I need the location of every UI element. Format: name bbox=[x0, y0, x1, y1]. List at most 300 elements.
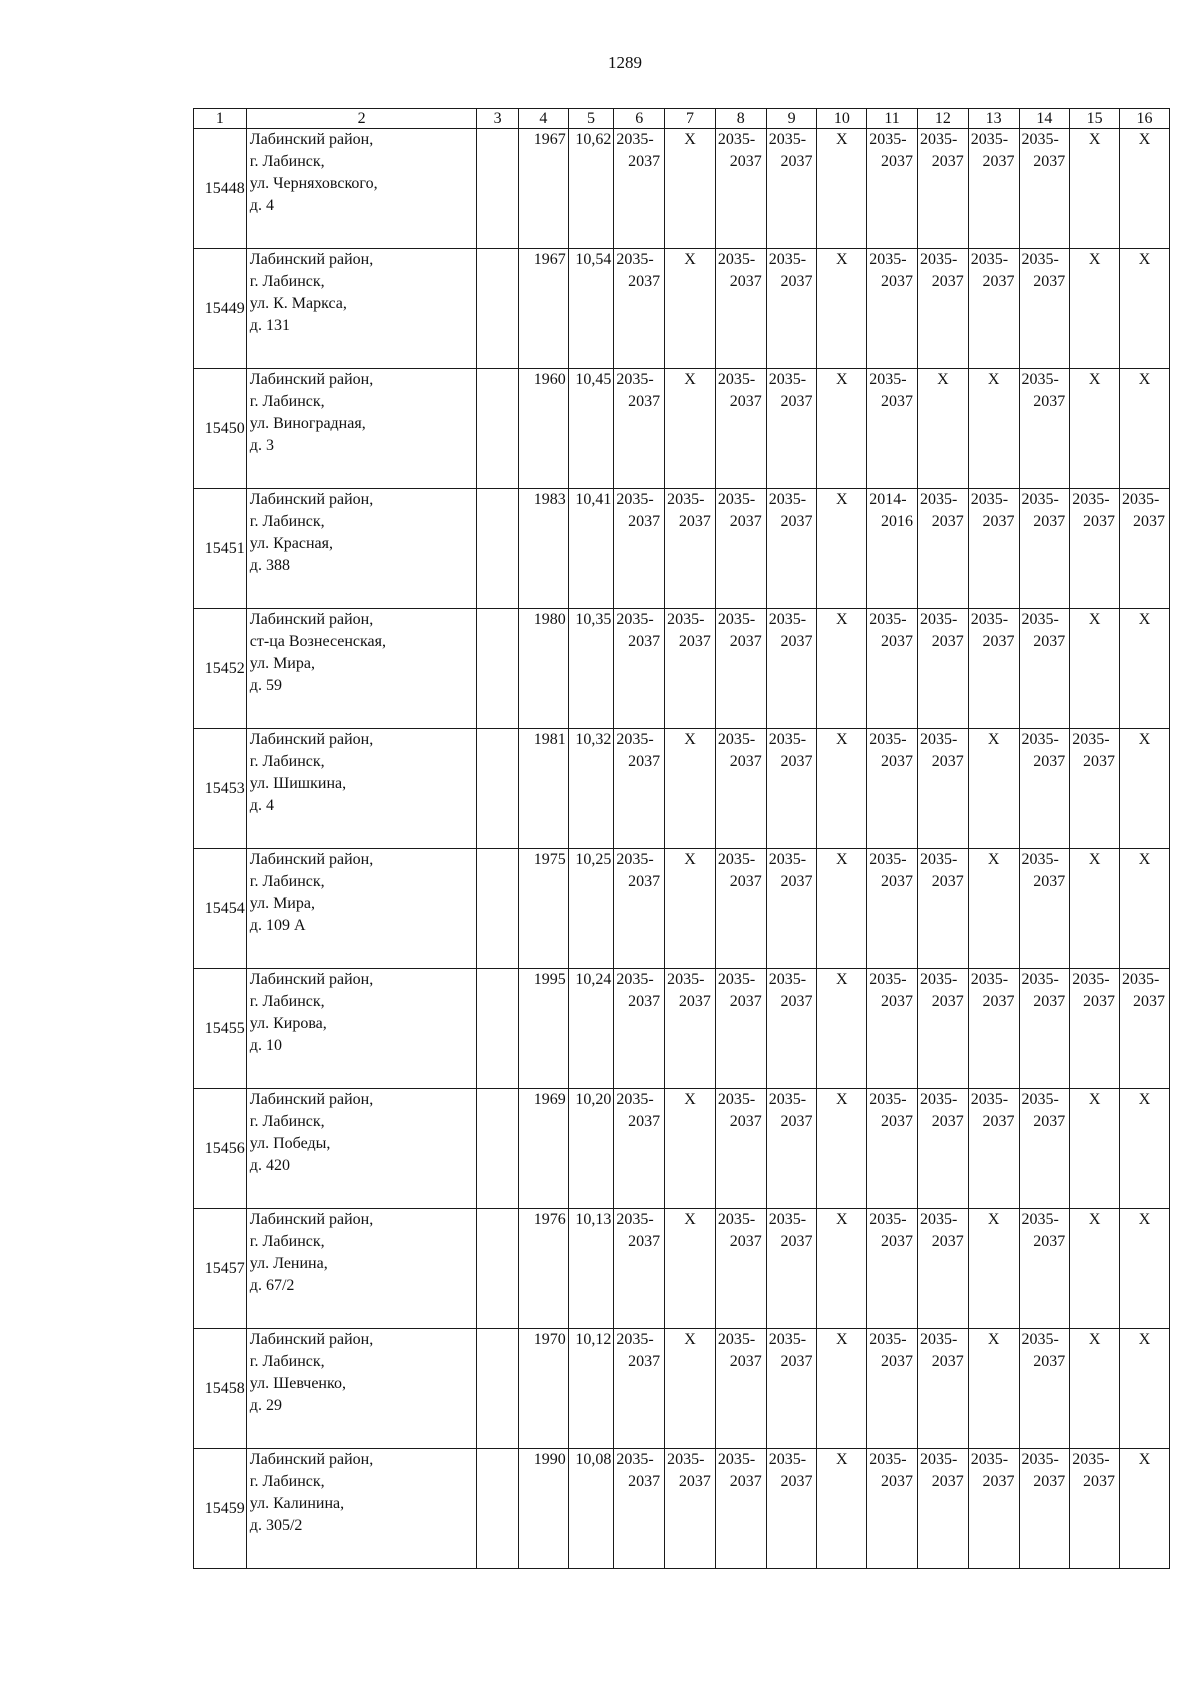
period-cell-col-14 bbox=[1019, 1329, 1070, 1449]
period-start: 2035- bbox=[919, 1451, 958, 1468]
address-line: ул. Калинина, bbox=[249, 1495, 345, 1512]
period-end: 2037 bbox=[931, 1233, 964, 1250]
row-number: 15459 bbox=[194, 1449, 247, 1569]
address-line: ул. Шевченко, bbox=[249, 1375, 346, 1392]
address-line: Лабинский район, bbox=[249, 491, 374, 508]
period-cell-col-16 bbox=[1120, 1089, 1170, 1209]
period-start: X bbox=[836, 611, 848, 628]
period-cell-col-15 bbox=[1070, 609, 1120, 729]
period-start: 2035- bbox=[616, 851, 654, 868]
address-cell bbox=[246, 969, 477, 1089]
period-end: 2037 bbox=[1033, 1473, 1066, 1490]
period-start: 2035- bbox=[667, 491, 705, 508]
column-header-8: 8 bbox=[715, 109, 766, 129]
period-cell-col-11 bbox=[867, 489, 918, 609]
period-start: 2035- bbox=[717, 1451, 756, 1468]
period-cell-col-14 bbox=[1019, 129, 1070, 249]
period-cell-col-8 bbox=[715, 1089, 766, 1209]
address-cell bbox=[246, 609, 477, 729]
table-row bbox=[194, 369, 1170, 489]
period-cell-col-12 bbox=[917, 1449, 968, 1569]
period-cell-col-6 bbox=[614, 849, 665, 969]
period-cell-col-10 bbox=[817, 969, 867, 1089]
period-end: 2037 bbox=[729, 393, 762, 410]
period-cell-col-7 bbox=[665, 249, 716, 369]
table-row bbox=[194, 129, 1170, 249]
period-start: 2035- bbox=[970, 1451, 1009, 1468]
period-start: X bbox=[1088, 1091, 1101, 1108]
period-start: 2035- bbox=[869, 731, 907, 748]
period-start: X bbox=[684, 1091, 696, 1108]
period-end: 2037 bbox=[628, 1473, 661, 1490]
period-end: 2037 bbox=[780, 153, 813, 170]
table-body bbox=[194, 129, 1170, 1569]
period-cell-col-12 bbox=[917, 1089, 968, 1209]
period-end: 2037 bbox=[931, 993, 964, 1010]
period-start: 2035- bbox=[616, 1331, 654, 1348]
period-end: 2037 bbox=[931, 1473, 964, 1490]
period-start: 2035- bbox=[616, 371, 654, 388]
period-start: 2035- bbox=[717, 1331, 756, 1348]
period-end: 2037 bbox=[931, 1113, 964, 1130]
address-line: д. 420 bbox=[249, 1157, 290, 1174]
address-line: г. Лабинск, bbox=[249, 153, 325, 170]
period-start: 2035- bbox=[1021, 611, 1059, 628]
period-cell-col-9 bbox=[766, 729, 817, 849]
period-start: X bbox=[836, 371, 848, 388]
period-cell-col-6 bbox=[614, 1449, 665, 1569]
period-cell-col-13 bbox=[968, 609, 1019, 729]
period-end: 2037 bbox=[729, 1353, 762, 1370]
period-end: 2037 bbox=[1133, 993, 1165, 1010]
period-start: X bbox=[1138, 251, 1151, 268]
period-start: 2035- bbox=[919, 611, 958, 628]
period-end: 2037 bbox=[628, 513, 661, 530]
period-end: 2037 bbox=[1033, 513, 1066, 530]
period-cell-col-7 bbox=[665, 849, 716, 969]
period-start: 2035- bbox=[1072, 491, 1110, 508]
row-number: 15451 bbox=[194, 489, 247, 609]
period-cell-col-13 bbox=[968, 849, 1019, 969]
address-line: г. Лабинск, bbox=[249, 1353, 325, 1370]
period-cell-col-11 bbox=[867, 729, 918, 849]
period-start: 2035- bbox=[919, 1211, 958, 1228]
address-cell bbox=[246, 1329, 477, 1449]
period-cell-col-16 bbox=[1120, 249, 1170, 369]
period-start: X bbox=[684, 1211, 696, 1228]
row-number: 15454 bbox=[194, 849, 247, 969]
period-start: 2035- bbox=[768, 251, 807, 268]
period-start: 2035- bbox=[717, 251, 756, 268]
period-cell-col-8 bbox=[715, 849, 766, 969]
address-line: ул. Мира, bbox=[249, 655, 315, 672]
period-start: 2035- bbox=[869, 1451, 907, 1468]
period-end: 2037 bbox=[880, 1233, 913, 1250]
period-start: 2035- bbox=[616, 131, 654, 148]
column-header-5: 5 bbox=[568, 109, 614, 129]
period-cell-col-15 bbox=[1070, 369, 1120, 489]
address-line: Лабинский район, bbox=[249, 1211, 374, 1228]
address-cell bbox=[246, 729, 477, 849]
column-3-cell bbox=[477, 1449, 519, 1569]
period-start: X bbox=[836, 251, 848, 268]
period-cell-col-13 bbox=[968, 1449, 1019, 1569]
period-cell-col-9 bbox=[766, 1089, 817, 1209]
period-end: 2037 bbox=[628, 1353, 661, 1370]
period-cell-col-14 bbox=[1019, 969, 1070, 1089]
row-number: 15458 bbox=[194, 1329, 247, 1449]
year-cell: 1967 bbox=[518, 129, 568, 249]
period-end: 2037 bbox=[1083, 1473, 1116, 1490]
period-end: 2037 bbox=[729, 153, 762, 170]
period-cell-col-12 bbox=[917, 609, 968, 729]
address-cell bbox=[246, 369, 477, 489]
period-cell-col-10 bbox=[817, 489, 867, 609]
period-start: 2035- bbox=[919, 971, 958, 988]
year-cell: 1983 bbox=[518, 489, 568, 609]
period-cell-col-8 bbox=[715, 1209, 766, 1329]
period-cell-col-6 bbox=[614, 609, 665, 729]
period-end: 2037 bbox=[678, 993, 711, 1010]
period-end: 2037 bbox=[780, 1233, 813, 1250]
table-row bbox=[194, 609, 1170, 729]
period-end: 2037 bbox=[880, 873, 913, 890]
period-start: 2035- bbox=[970, 251, 1009, 268]
period-start: X bbox=[1088, 251, 1101, 268]
period-start: X bbox=[684, 251, 696, 268]
period-cell-col-6 bbox=[614, 729, 665, 849]
period-end: 2037 bbox=[1083, 993, 1116, 1010]
period-start: X bbox=[684, 731, 696, 748]
address-line: д. 131 bbox=[249, 317, 290, 334]
column-3-cell bbox=[477, 969, 519, 1089]
period-start: 2035- bbox=[919, 731, 958, 748]
address-cell bbox=[246, 489, 477, 609]
address-line: г. Лабинск, bbox=[249, 873, 325, 890]
area-cell: 10,12 bbox=[568, 1329, 614, 1449]
period-end: 2037 bbox=[1083, 753, 1116, 770]
period-cell-col-11 bbox=[867, 609, 918, 729]
period-start: 2035- bbox=[717, 131, 756, 148]
period-cell-col-13 bbox=[968, 1329, 1019, 1449]
period-start: X bbox=[1138, 1091, 1151, 1108]
period-end: 2037 bbox=[931, 1353, 964, 1370]
address-line: г. Лабинск, bbox=[249, 753, 325, 770]
period-cell-col-8 bbox=[715, 489, 766, 609]
period-start: 2035- bbox=[768, 971, 807, 988]
period-start: 2035- bbox=[1072, 1451, 1110, 1468]
period-end: 2037 bbox=[628, 153, 661, 170]
row-number: 15449 bbox=[194, 249, 247, 369]
address-line: д. 3 bbox=[249, 437, 274, 454]
table-row bbox=[194, 729, 1170, 849]
year-cell: 1990 bbox=[518, 1449, 568, 1569]
period-end: 2037 bbox=[880, 153, 913, 170]
column-3-cell bbox=[477, 369, 519, 489]
period-cell-col-16 bbox=[1120, 1329, 1170, 1449]
period-end: 2037 bbox=[931, 273, 964, 290]
period-cell-col-14 bbox=[1019, 1209, 1070, 1329]
year-cell: 1981 bbox=[518, 729, 568, 849]
period-end: 2037 bbox=[982, 273, 1015, 290]
period-start: 2035- bbox=[717, 1091, 756, 1108]
period-end: 2037 bbox=[1133, 513, 1165, 530]
period-end: 2037 bbox=[931, 513, 964, 530]
period-start: 2035- bbox=[1021, 1451, 1059, 1468]
period-cell-col-7 bbox=[665, 369, 716, 489]
period-start: 2035- bbox=[616, 1451, 654, 1468]
period-cell-col-15 bbox=[1070, 729, 1120, 849]
period-cell-col-13 bbox=[968, 729, 1019, 849]
period-cell-col-14 bbox=[1019, 849, 1070, 969]
period-end: 2016 bbox=[880, 513, 913, 530]
period-cell-col-7 bbox=[665, 609, 716, 729]
period-cell-col-6 bbox=[614, 249, 665, 369]
period-end: 2037 bbox=[678, 1473, 711, 1490]
year-cell: 1980 bbox=[518, 609, 568, 729]
period-start: 2035- bbox=[616, 251, 654, 268]
period-cell-col-10 bbox=[817, 609, 867, 729]
period-start: 2035- bbox=[768, 1091, 807, 1108]
period-start: 2035- bbox=[919, 1091, 958, 1108]
period-start: X bbox=[684, 851, 696, 868]
period-cell-col-15 bbox=[1070, 489, 1120, 609]
period-start: 2035- bbox=[1021, 371, 1059, 388]
period-end: 2037 bbox=[628, 393, 661, 410]
period-cell-col-7 bbox=[665, 1089, 716, 1209]
period-end: 2037 bbox=[729, 873, 762, 890]
period-cell-col-8 bbox=[715, 729, 766, 849]
column-3-cell bbox=[477, 489, 519, 609]
period-start: 2035- bbox=[1021, 851, 1059, 868]
period-start: 2035- bbox=[869, 1091, 907, 1108]
address-line: д. 4 bbox=[249, 197, 274, 214]
period-cell-col-14 bbox=[1019, 489, 1070, 609]
period-cell-col-10 bbox=[817, 1209, 867, 1329]
period-cell-col-8 bbox=[715, 609, 766, 729]
period-cell-col-12 bbox=[917, 849, 968, 969]
period-cell-col-11 bbox=[867, 1209, 918, 1329]
period-start: X bbox=[987, 371, 1000, 388]
year-cell: 1975 bbox=[518, 849, 568, 969]
table-row bbox=[194, 1209, 1170, 1329]
period-start: X bbox=[836, 1091, 848, 1108]
period-start: 2035- bbox=[667, 1451, 705, 1468]
period-start: 2035- bbox=[768, 611, 807, 628]
table-row bbox=[194, 1089, 1170, 1209]
column-header-16: 16 bbox=[1120, 109, 1170, 129]
period-end: 2037 bbox=[780, 633, 813, 650]
period-start: 2014- bbox=[869, 491, 907, 508]
period-start: 2035- bbox=[616, 611, 654, 628]
period-end: 2037 bbox=[628, 873, 661, 890]
period-start: X bbox=[987, 1331, 1000, 1348]
period-cell-col-16 bbox=[1120, 1209, 1170, 1329]
address-cell bbox=[246, 129, 477, 249]
address-line: д. 67/2 bbox=[249, 1277, 295, 1294]
period-start: X bbox=[836, 731, 848, 748]
period-cell-col-14 bbox=[1019, 1089, 1070, 1209]
period-cell-col-8 bbox=[715, 369, 766, 489]
period-start: 2035- bbox=[616, 1211, 654, 1228]
period-cell-col-7 bbox=[665, 129, 716, 249]
address-line: Лабинский район, bbox=[249, 1451, 374, 1468]
period-end: 2037 bbox=[729, 753, 762, 770]
period-cell-col-15 bbox=[1070, 1449, 1120, 1569]
period-start: X bbox=[836, 1331, 848, 1348]
period-end: 2037 bbox=[628, 273, 661, 290]
period-start: 2035- bbox=[919, 851, 958, 868]
address-line: д. 4 bbox=[249, 797, 274, 814]
period-end: 2037 bbox=[729, 1113, 762, 1130]
period-start: X bbox=[836, 491, 848, 508]
period-cell-col-13 bbox=[968, 1209, 1019, 1329]
period-start: X bbox=[1138, 611, 1151, 628]
period-cell-col-12 bbox=[917, 129, 968, 249]
period-end: 2037 bbox=[880, 1113, 913, 1130]
period-start: 2035- bbox=[616, 731, 654, 748]
column-header-3: 3 bbox=[477, 109, 519, 129]
table-row bbox=[194, 1329, 1170, 1449]
period-start: 2035- bbox=[616, 1091, 654, 1108]
period-start: X bbox=[1138, 1331, 1151, 1348]
address-line: г. Лабинск, bbox=[249, 393, 325, 410]
address-line: ул. Черняховского, bbox=[249, 175, 378, 192]
period-cell-col-9 bbox=[766, 609, 817, 729]
period-cell-col-10 bbox=[817, 249, 867, 369]
period-cell-col-14 bbox=[1019, 249, 1070, 369]
period-start: X bbox=[987, 1211, 1000, 1228]
period-start: 2035- bbox=[970, 131, 1009, 148]
year-cell: 1970 bbox=[518, 1329, 568, 1449]
period-end: 2037 bbox=[982, 1473, 1015, 1490]
period-cell-col-10 bbox=[817, 1089, 867, 1209]
period-end: 2037 bbox=[1033, 153, 1066, 170]
period-cell-col-8 bbox=[715, 1449, 766, 1569]
period-start: 2035- bbox=[1021, 131, 1059, 148]
address-cell bbox=[246, 1209, 477, 1329]
period-start: X bbox=[1088, 1211, 1101, 1228]
address-line: ул. Красная, bbox=[249, 535, 333, 552]
address-line: Лабинский район, bbox=[249, 851, 374, 868]
period-end: 2037 bbox=[880, 273, 913, 290]
period-start: 2035- bbox=[869, 611, 907, 628]
address-line: д. 10 bbox=[249, 1037, 282, 1054]
period-end: 2037 bbox=[678, 513, 711, 530]
address-line: Лабинский район, bbox=[249, 731, 374, 748]
period-cell-col-16 bbox=[1120, 969, 1170, 1089]
header-row bbox=[194, 109, 1170, 129]
column-header-12: 12 bbox=[917, 109, 968, 129]
period-cell-col-14 bbox=[1019, 729, 1070, 849]
period-start: 2035- bbox=[768, 1331, 807, 1348]
period-cell-col-15 bbox=[1070, 249, 1120, 369]
table-row bbox=[194, 849, 1170, 969]
period-cell-col-14 bbox=[1019, 1449, 1070, 1569]
period-start: 2035- bbox=[1021, 971, 1059, 988]
column-3-cell bbox=[477, 1089, 519, 1209]
period-end: 2037 bbox=[628, 753, 661, 770]
period-end: 2037 bbox=[780, 1353, 813, 1370]
column-header-9: 9 bbox=[766, 109, 817, 129]
period-cell-col-8 bbox=[715, 129, 766, 249]
address-line: Лабинский район, bbox=[249, 1331, 374, 1348]
period-start: 2035- bbox=[717, 1211, 756, 1228]
period-start: 2035- bbox=[717, 371, 756, 388]
period-start: 2035- bbox=[1122, 971, 1160, 988]
period-cell-col-15 bbox=[1070, 969, 1120, 1089]
period-start: 2035- bbox=[970, 611, 1009, 628]
address-line: д. 388 bbox=[249, 557, 290, 574]
area-cell: 10,45 bbox=[568, 369, 614, 489]
year-cell: 1960 bbox=[518, 369, 568, 489]
period-end: 2037 bbox=[931, 753, 964, 770]
period-end: 2037 bbox=[931, 873, 964, 890]
period-start: X bbox=[1088, 371, 1101, 388]
row-number: 15448 bbox=[194, 129, 247, 249]
period-start: X bbox=[987, 851, 1000, 868]
period-cell-col-11 bbox=[867, 1449, 918, 1569]
address-line: д. 59 bbox=[249, 677, 282, 694]
address-line: Лабинский район, bbox=[249, 371, 374, 388]
period-cell-col-11 bbox=[867, 849, 918, 969]
period-start: 2035- bbox=[1021, 1091, 1059, 1108]
address-line: г. Лабинск, bbox=[249, 1473, 325, 1490]
area-cell: 10,25 bbox=[568, 849, 614, 969]
period-cell-col-11 bbox=[867, 969, 918, 1089]
area-cell: 10,35 bbox=[568, 609, 614, 729]
column-3-cell bbox=[477, 129, 519, 249]
period-end: 2037 bbox=[880, 393, 913, 410]
period-end: 2037 bbox=[628, 633, 661, 650]
column-3-cell bbox=[477, 609, 519, 729]
period-end: 2037 bbox=[780, 993, 813, 1010]
period-start: 2035- bbox=[717, 971, 756, 988]
period-start: X bbox=[836, 851, 848, 868]
period-end: 2037 bbox=[1033, 1233, 1066, 1250]
period-end: 2037 bbox=[982, 1113, 1015, 1130]
period-end: 2037 bbox=[1033, 1353, 1066, 1370]
period-start: 2035- bbox=[1072, 731, 1110, 748]
period-cell-col-12 bbox=[917, 369, 968, 489]
period-start: 2035- bbox=[768, 1451, 807, 1468]
period-cell-col-13 bbox=[968, 369, 1019, 489]
column-3-cell bbox=[477, 249, 519, 369]
period-cell-col-7 bbox=[665, 1209, 716, 1329]
address-line: Лабинский район, bbox=[249, 131, 374, 148]
address-line: г. Лабинск, bbox=[249, 513, 325, 530]
period-start: 2035- bbox=[768, 131, 807, 148]
period-cell-col-12 bbox=[917, 249, 968, 369]
period-start: 2035- bbox=[869, 371, 907, 388]
period-start: 2035- bbox=[970, 971, 1009, 988]
address-line: Лабинский район, bbox=[249, 1091, 374, 1108]
period-end: 2037 bbox=[880, 993, 913, 1010]
area-cell: 10,62 bbox=[568, 129, 614, 249]
period-cell-col-10 bbox=[817, 129, 867, 249]
period-end: 2037 bbox=[880, 633, 913, 650]
period-start: 2035- bbox=[869, 851, 907, 868]
period-start: X bbox=[684, 131, 696, 148]
period-start: X bbox=[987, 731, 1000, 748]
period-start: 2035- bbox=[616, 491, 654, 508]
table-row bbox=[194, 489, 1170, 609]
period-start: 2035- bbox=[717, 851, 756, 868]
period-cell-col-16 bbox=[1120, 609, 1170, 729]
period-start: X bbox=[937, 371, 949, 388]
address-line: ул. Мира, bbox=[249, 895, 315, 912]
address-line: ст-ца Вознесенская, bbox=[249, 633, 386, 650]
